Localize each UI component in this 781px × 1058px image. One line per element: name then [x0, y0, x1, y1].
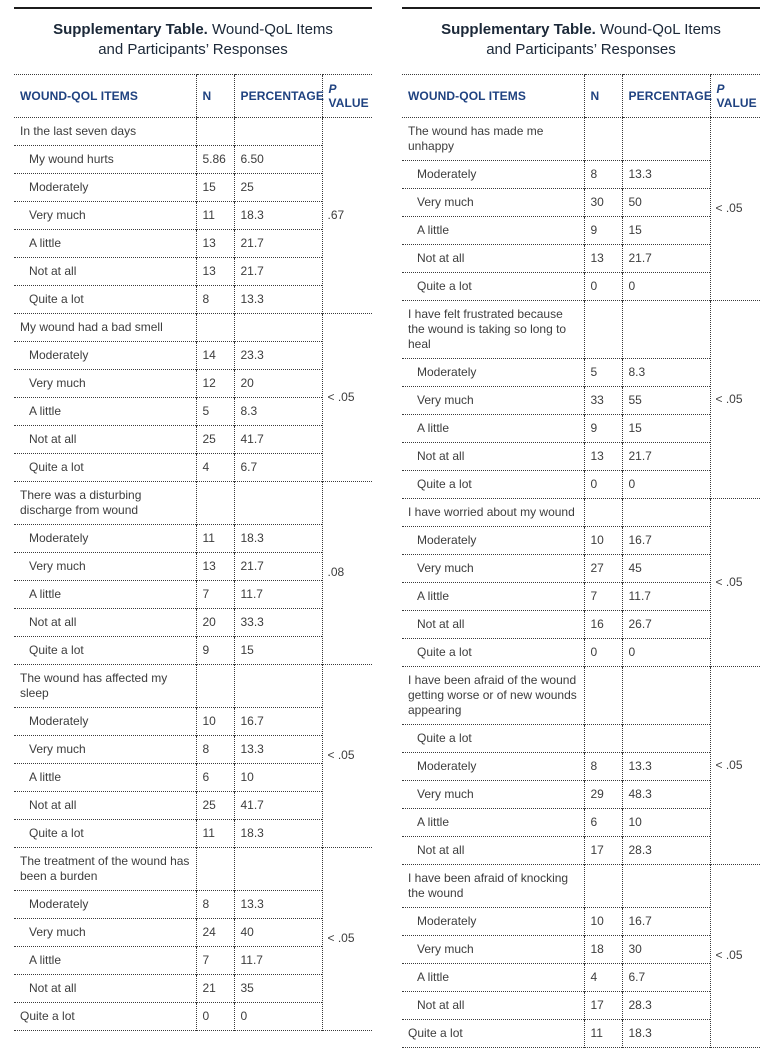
percentage-cell: [234, 117, 322, 145]
n-value: 0: [196, 1002, 234, 1030]
section-header-row: [14, 847, 372, 890]
percentage-cell: [622, 864, 710, 907]
n-value: 5: [196, 397, 234, 425]
table-title-label: Supplementary Table.: [441, 21, 596, 38]
item-label: A little: [14, 763, 196, 791]
percentage-value: 25: [234, 173, 322, 201]
n-value: 13: [196, 257, 234, 285]
n-cell: [196, 481, 234, 524]
item-label: Moderately: [402, 160, 584, 188]
p-value-cell: < .05: [322, 847, 372, 1030]
col-header-n: N: [584, 74, 622, 117]
table-row: [14, 257, 372, 285]
column-header-row: [402, 74, 760, 117]
percentage-cell: [234, 313, 322, 341]
percentage-value: 0: [622, 272, 710, 300]
item-label: Very much: [14, 918, 196, 946]
col-header-items: WOUND-QOL ITEMS: [14, 74, 196, 117]
item-label: A little: [402, 582, 584, 610]
table-row: [14, 173, 372, 201]
item-label: Not at all: [14, 257, 196, 285]
section-header-row: [14, 117, 372, 145]
table-row: [402, 638, 760, 666]
percentage-value: 35: [234, 974, 322, 1002]
percentage-value: 11.7: [234, 946, 322, 974]
p-header-symbol: P: [716, 81, 725, 96]
item-label: Very much: [402, 935, 584, 963]
n-value: 7: [584, 582, 622, 610]
n-value: 12: [196, 369, 234, 397]
n-value: 7: [196, 580, 234, 608]
percentage-value: 11.7: [234, 580, 322, 608]
n-value: 13: [584, 244, 622, 272]
percentage-value: 6.50: [234, 145, 322, 173]
item-label: A little: [402, 808, 584, 836]
table-row: [14, 580, 372, 608]
table-row: [402, 752, 760, 780]
section-header-label: I have worried about my wound: [402, 498, 584, 526]
percentage-value: 26.7: [622, 610, 710, 638]
section-header-label: I have been afraid of the wound getting worse or of new wounds appearing: [402, 666, 584, 724]
table-row: [402, 836, 760, 864]
percentage-value: 28.3: [622, 991, 710, 1019]
n-value: 29: [584, 780, 622, 808]
col-header-n: N: [196, 74, 234, 117]
n-value: 0: [584, 638, 622, 666]
percentage-value: 15: [234, 636, 322, 664]
table-row: [14, 425, 372, 453]
percentage-value: 20: [234, 369, 322, 397]
col-header-p-value: [710, 74, 760, 117]
section-header-row: [402, 117, 760, 160]
table-row: [14, 974, 372, 1002]
p-value-cell: < .05: [710, 117, 760, 300]
percentage-value: 10: [234, 763, 322, 791]
item-label: A little: [14, 580, 196, 608]
item-label: Very much: [14, 201, 196, 229]
n-value: 5: [584, 358, 622, 386]
p-header-symbol: P: [328, 81, 337, 96]
item-label: Quite a lot: [14, 819, 196, 847]
n-cell: [196, 117, 234, 145]
n-cell: [584, 498, 622, 526]
item-label: Quite a lot: [402, 638, 584, 666]
n-value: 15: [196, 173, 234, 201]
supplementary-table-right: [402, 7, 760, 1048]
table-row: [402, 808, 760, 836]
n-value: 14: [196, 341, 234, 369]
item-label: Moderately: [14, 707, 196, 735]
n-value: 11: [196, 201, 234, 229]
table-row: [14, 552, 372, 580]
table-row: [14, 707, 372, 735]
n-cell: [196, 313, 234, 341]
table-body: [14, 117, 372, 1030]
p-value-cell: .08: [322, 481, 372, 664]
table-row: [402, 935, 760, 963]
p-value-cell: < .05: [710, 300, 760, 498]
item-label: Very much: [402, 554, 584, 582]
n-value: 11: [196, 819, 234, 847]
n-value: 10: [584, 907, 622, 935]
item-label: Quite a lot: [402, 724, 584, 752]
percentage-value: 8.3: [234, 397, 322, 425]
n-cell: [584, 864, 622, 907]
percentage-value: 8.3: [622, 358, 710, 386]
percentage-value: 0: [622, 470, 710, 498]
item-label: Very much: [14, 552, 196, 580]
percentage-value: 16.7: [234, 707, 322, 735]
percentage-value: [622, 724, 710, 752]
table-row: [402, 554, 760, 582]
table-row: [402, 358, 760, 386]
n-value: 24: [196, 918, 234, 946]
item-label: Very much: [402, 780, 584, 808]
section-header-label: The wound has affected my sleep: [14, 664, 196, 707]
item-label: Moderately: [14, 173, 196, 201]
item-label: Not at all: [402, 244, 584, 272]
item-label: Very much: [14, 369, 196, 397]
percentage-value: 13.3: [234, 890, 322, 918]
item-label: Quite a lot: [14, 285, 196, 313]
percentage-cell: [234, 664, 322, 707]
n-value: 13: [584, 442, 622, 470]
item-label: A little: [402, 216, 584, 244]
table-row: [402, 470, 760, 498]
table-row: [14, 819, 372, 847]
table-row: [402, 442, 760, 470]
section-header-row: [14, 313, 372, 341]
table-row: [14, 918, 372, 946]
n-value: 9: [584, 414, 622, 442]
p-value-cell: < .05: [322, 313, 372, 481]
percentage-cell: [234, 481, 322, 524]
wound-qol-table: [14, 74, 372, 1031]
item-label: A little: [402, 963, 584, 991]
section-header-label: My wound had a bad smell: [14, 313, 196, 341]
table-row: [14, 524, 372, 552]
n-value: 9: [584, 216, 622, 244]
n-value: 21: [196, 974, 234, 1002]
n-value: 17: [584, 991, 622, 1019]
n-value: [584, 724, 622, 752]
table-row: [402, 216, 760, 244]
n-value: 8: [196, 890, 234, 918]
percentage-value: 13.3: [234, 735, 322, 763]
n-value: 8: [584, 752, 622, 780]
percentage-cell: [622, 300, 710, 358]
table-row: [402, 272, 760, 300]
section-header-label: I have been afraid of knocking the wound: [402, 864, 584, 907]
percentage-value: 21.7: [622, 244, 710, 272]
item-label: Quite a lot: [14, 453, 196, 481]
item-label: Very much: [402, 386, 584, 414]
percentage-value: 48.3: [622, 780, 710, 808]
n-value: 6: [196, 763, 234, 791]
section-header-row: [14, 481, 372, 524]
percentage-value: 40: [234, 918, 322, 946]
table-row: [402, 386, 760, 414]
n-value: 7: [196, 946, 234, 974]
item-label: A little: [14, 397, 196, 425]
percentage-value: 21.7: [622, 442, 710, 470]
n-value: 25: [196, 791, 234, 819]
n-value: 11: [196, 524, 234, 552]
item-label: Moderately: [14, 524, 196, 552]
table-row: [14, 397, 372, 425]
percentage-value: 16.7: [622, 907, 710, 935]
percentage-value: 41.7: [234, 425, 322, 453]
table-row: [14, 890, 372, 918]
table-title: [430, 20, 732, 61]
item-label: Moderately: [402, 907, 584, 935]
percentage-value: 21.7: [234, 257, 322, 285]
item-label: Quite a lot: [402, 272, 584, 300]
col-header-p-value: [322, 74, 372, 117]
n-value: 4: [196, 453, 234, 481]
n-cell: [584, 300, 622, 358]
table-row: [14, 341, 372, 369]
n-value: 13: [196, 552, 234, 580]
percentage-value: 10: [622, 808, 710, 836]
table-row: [14, 763, 372, 791]
n-cell: [196, 847, 234, 890]
n-value: 30: [584, 188, 622, 216]
percentage-cell: [622, 117, 710, 160]
percentage-value: 28.3: [622, 836, 710, 864]
item-label: Not at all: [14, 608, 196, 636]
percentage-value: 18.3: [234, 201, 322, 229]
table-row: [402, 907, 760, 935]
n-value: 25: [196, 425, 234, 453]
percentage-cell: [234, 847, 322, 890]
percentage-value: 55: [622, 386, 710, 414]
table-row: [14, 1002, 372, 1030]
table-row: [14, 791, 372, 819]
n-value: 9: [196, 636, 234, 664]
section-header-row: [402, 666, 760, 724]
item-label: Moderately: [402, 526, 584, 554]
percentage-value: 13.3: [622, 160, 710, 188]
percentage-value: 23.3: [234, 341, 322, 369]
p-value-cell: < .05: [710, 498, 760, 666]
item-label: Quite a lot: [402, 470, 584, 498]
col-header-percentage: PERCENTAGE: [622, 74, 710, 117]
percentage-value: 30: [622, 935, 710, 963]
n-value: 0: [584, 470, 622, 498]
table-row: [402, 526, 760, 554]
percentage-value: 21.7: [234, 552, 322, 580]
item-label: Not at all: [14, 791, 196, 819]
table-row: [14, 229, 372, 257]
p-header-word: VALUE: [716, 95, 757, 110]
table-title: [42, 20, 344, 61]
table-row: [14, 636, 372, 664]
table-row: [14, 201, 372, 229]
percentage-value: 33.3: [234, 608, 322, 636]
n-value: 8: [196, 285, 234, 313]
percentage-value: 21.7: [234, 229, 322, 257]
percentage-value: 45: [622, 554, 710, 582]
item-label: Moderately: [402, 358, 584, 386]
section-header-row: [402, 498, 760, 526]
col-header-percentage: PERCENTAGE: [234, 74, 322, 117]
section-header-row: [402, 864, 760, 907]
item-label: A little: [14, 229, 196, 257]
table-row: [402, 780, 760, 808]
table-row: [402, 414, 760, 442]
item-label: Not at all: [402, 442, 584, 470]
supplementary-table-left: [14, 7, 372, 1031]
wound-qol-table: [402, 74, 760, 1048]
percentage-value: 13.3: [234, 285, 322, 313]
percentage-value: 6.7: [234, 453, 322, 481]
n-value: 16: [584, 610, 622, 638]
table-row: [402, 244, 760, 272]
table-row: [14, 608, 372, 636]
table-row: [402, 991, 760, 1019]
p-value-cell: < .05: [322, 664, 372, 847]
n-value: 5.86: [196, 145, 234, 173]
n-value: 4: [584, 963, 622, 991]
item-label: A little: [402, 414, 584, 442]
percentage-value: 11.7: [622, 582, 710, 610]
percentage-value: 18.3: [622, 1019, 710, 1047]
item-label: Not at all: [14, 425, 196, 453]
column-header-row: [14, 74, 372, 117]
table-row: [14, 946, 372, 974]
section-header-row: [14, 664, 372, 707]
item-label: My wound hurts: [14, 145, 196, 173]
table-row: [402, 160, 760, 188]
n-cell: [584, 117, 622, 160]
table-row: [402, 610, 760, 638]
section-header-label: I have felt frustrated because the wound is taking so long to heal: [402, 300, 584, 358]
n-value: 33: [584, 386, 622, 414]
table-title-text: Wound-QoL Items and Participants’ Responses: [98, 21, 333, 59]
table-row: [14, 453, 372, 481]
item-label: Very much: [402, 188, 584, 216]
n-value: 18: [584, 935, 622, 963]
percentage-value: 18.3: [234, 819, 322, 847]
col-header-items: WOUND-QOL ITEMS: [402, 74, 584, 117]
table-row: [14, 285, 372, 313]
table-row: [14, 369, 372, 397]
item-label: Not at all: [402, 610, 584, 638]
p-value-cell: .67: [322, 117, 372, 313]
table-row: [402, 1019, 760, 1047]
item-label: Not at all: [14, 974, 196, 1002]
n-value: 13: [196, 229, 234, 257]
section-header-label: There was a disturbing discharge from wound: [14, 481, 196, 524]
n-value: 6: [584, 808, 622, 836]
p-value-cell: < .05: [710, 864, 760, 1047]
item-label: Not at all: [402, 991, 584, 1019]
n-value: 8: [584, 160, 622, 188]
percentage-value: 50: [622, 188, 710, 216]
n-value: 10: [584, 526, 622, 554]
table-row: [14, 145, 372, 173]
section-header-row: [402, 300, 760, 358]
section-header-label: The treatment of the wound has been a burden: [14, 847, 196, 890]
percentage-value: 0: [622, 638, 710, 666]
item-label: Very much: [14, 735, 196, 763]
table-title-label: Supplementary Table.: [53, 21, 208, 38]
item-label: Moderately: [14, 341, 196, 369]
section-header-label: In the last seven days: [14, 117, 196, 145]
n-value: 11: [584, 1019, 622, 1047]
n-value: 17: [584, 836, 622, 864]
n-value: 8: [196, 735, 234, 763]
percentage-cell: [622, 666, 710, 724]
percentage-value: 13.3: [622, 752, 710, 780]
table-row: [402, 724, 760, 752]
item-label: Moderately: [402, 752, 584, 780]
item-label: Moderately: [14, 890, 196, 918]
table-row: [402, 963, 760, 991]
n-value: 20: [196, 608, 234, 636]
percentage-value: 6.7: [622, 963, 710, 991]
table-row: [14, 735, 372, 763]
percentage-value: 0: [234, 1002, 322, 1030]
percentage-value: 15: [622, 414, 710, 442]
section-header-label: The wound has made me unhappy: [402, 117, 584, 160]
table-body: [402, 117, 760, 1047]
p-value-cell: < .05: [710, 666, 760, 864]
item-label: Quite a lot: [402, 1019, 584, 1047]
p-header-word: VALUE: [328, 95, 369, 110]
n-value: 0: [584, 272, 622, 300]
n-value: 27: [584, 554, 622, 582]
n-cell: [196, 664, 234, 707]
item-label: A little: [14, 946, 196, 974]
percentage-value: 18.3: [234, 524, 322, 552]
table-row: [402, 582, 760, 610]
percentage-cell: [622, 498, 710, 526]
item-label: Quite a lot: [14, 1002, 196, 1030]
percentage-value: 16.7: [622, 526, 710, 554]
percentage-value: 15: [622, 216, 710, 244]
percentage-value: 41.7: [234, 791, 322, 819]
table-title-text: Wound-QoL Items and Participants’ Responses: [486, 21, 721, 59]
table-row: [402, 188, 760, 216]
n-cell: [584, 666, 622, 724]
n-value: 10: [196, 707, 234, 735]
item-label: Not at all: [402, 836, 584, 864]
item-label: Quite a lot: [14, 636, 196, 664]
